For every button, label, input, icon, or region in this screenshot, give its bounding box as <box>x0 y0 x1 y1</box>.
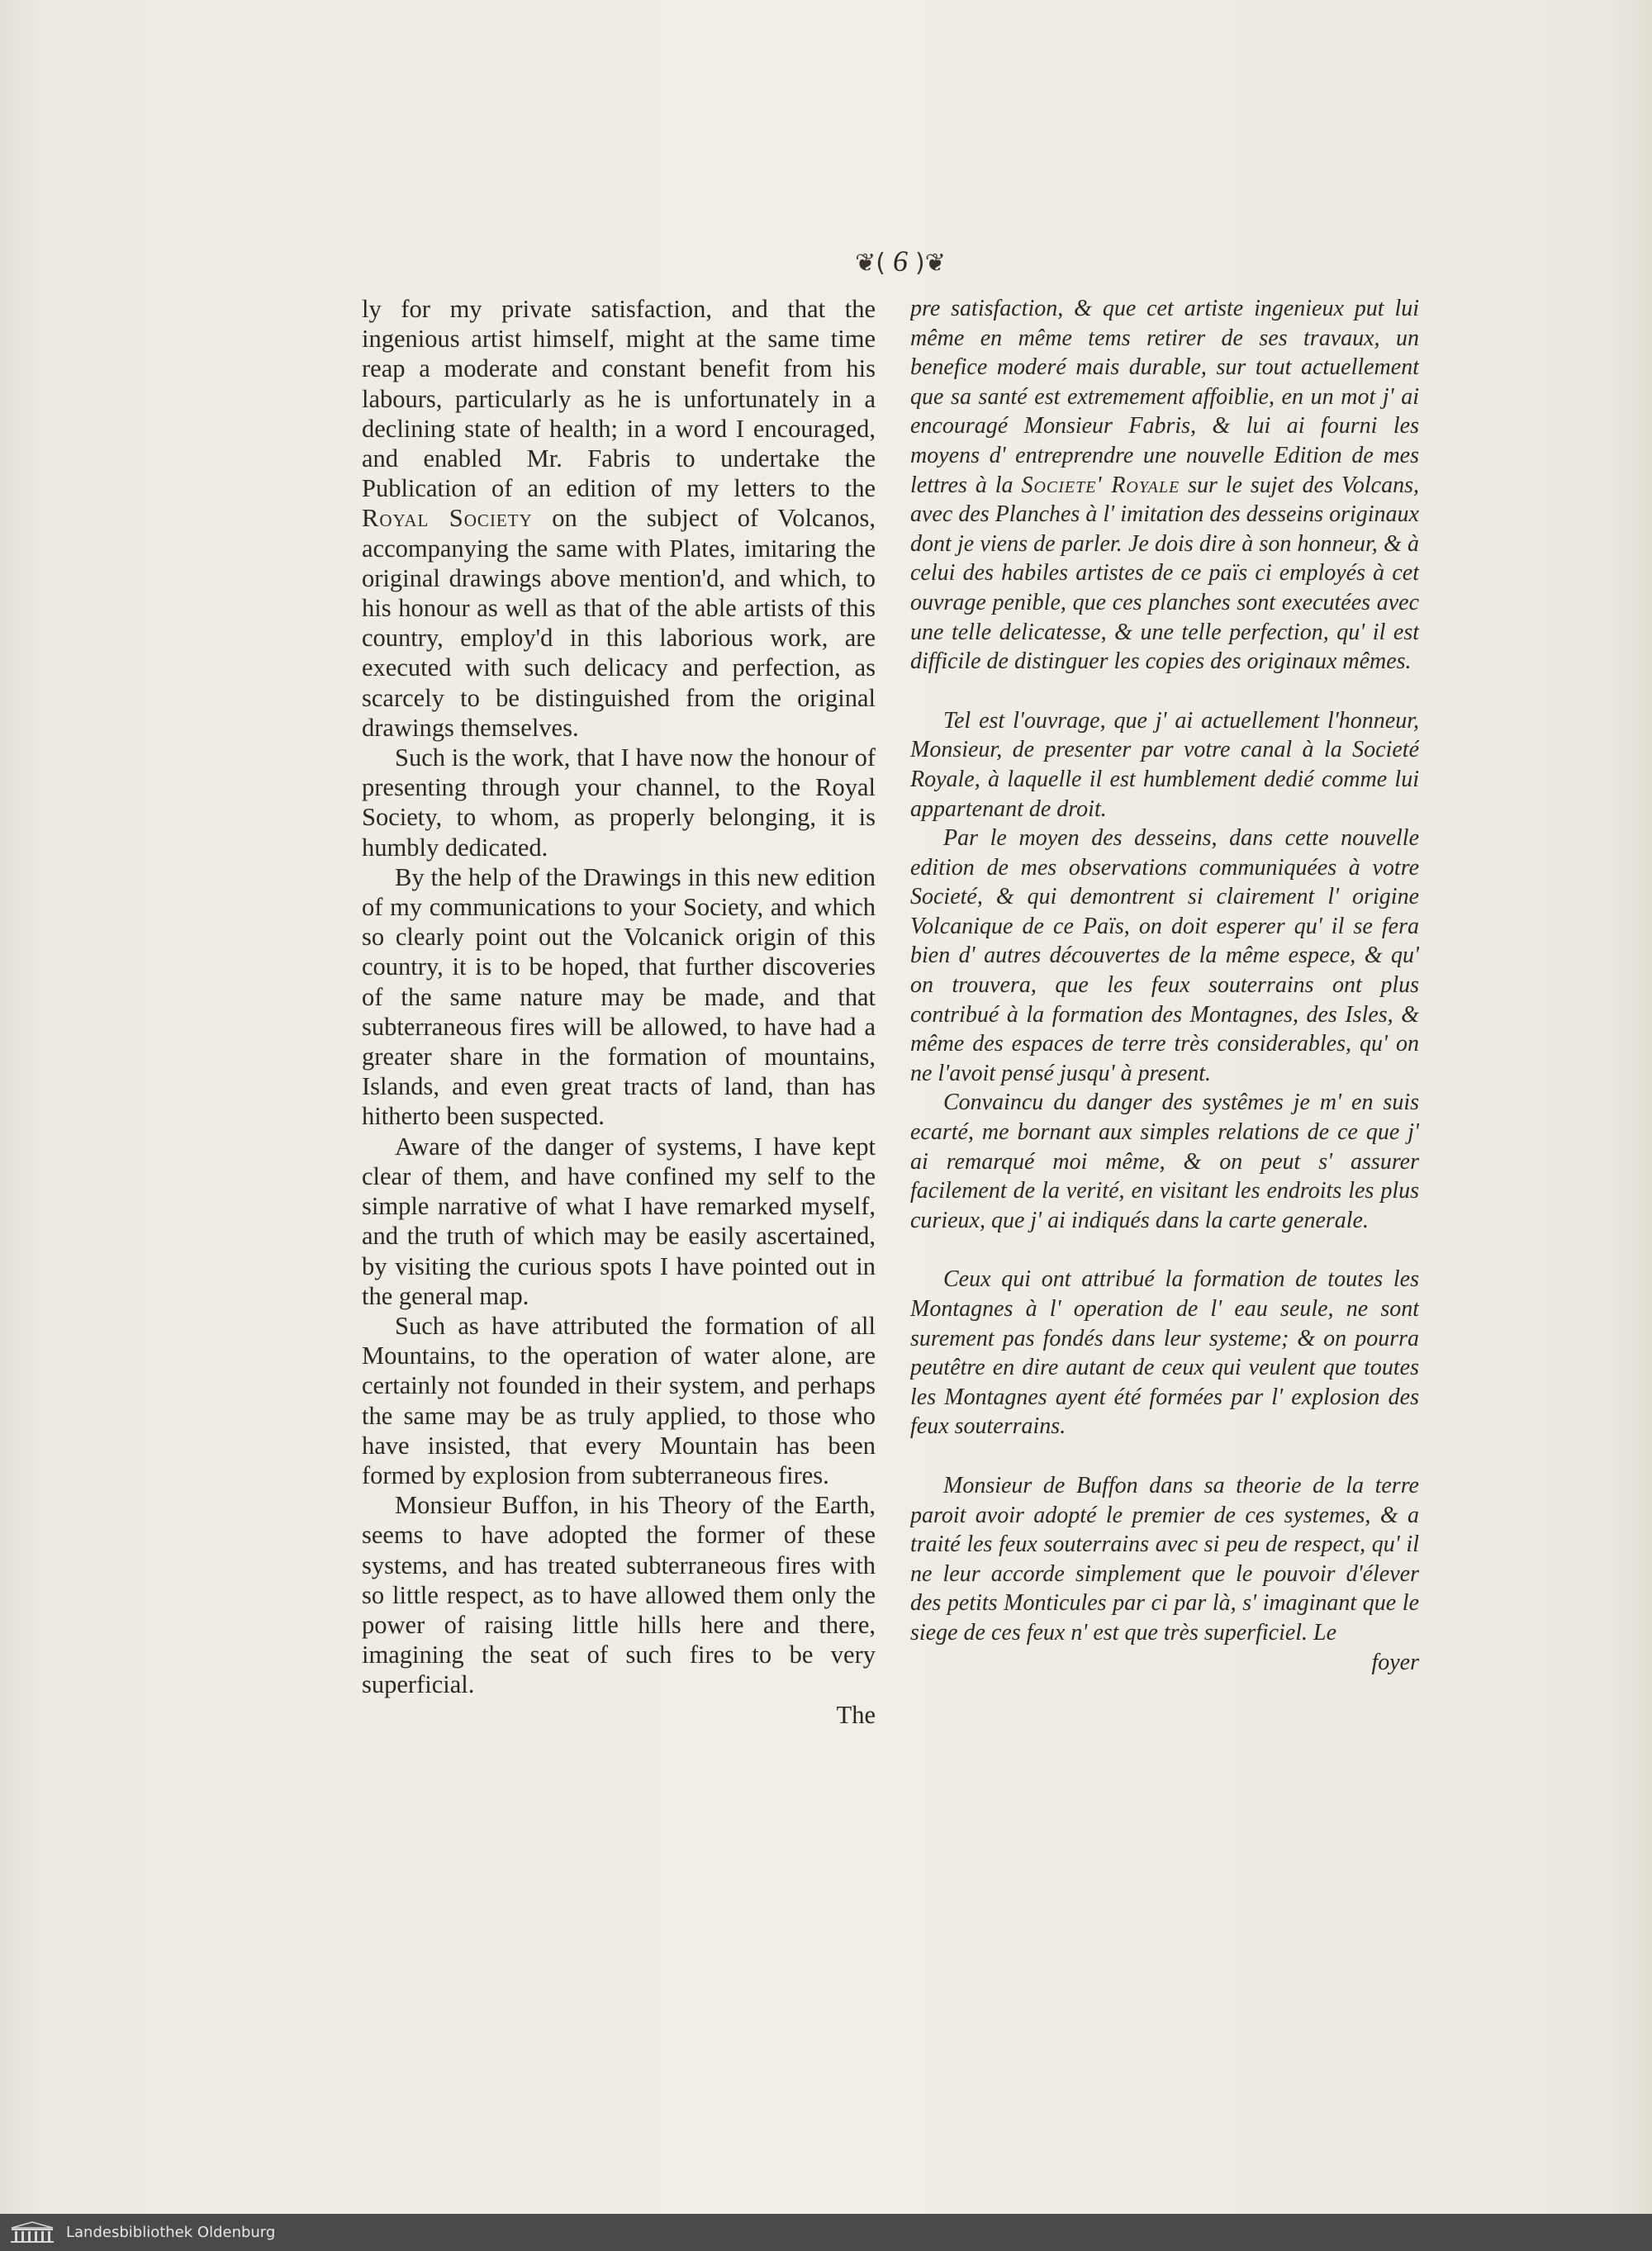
english-paragraph: Aware of the danger of systems, I have kept clear of them, and have confined my self to the simple narrative of what I have remarked myself, and the truth of which may be easily ascertained, by visiting the curious spots I have pointed out in the general map. <box>362 1132 876 1310</box>
catchword: The <box>836 1700 876 1729</box>
library-name: Landesbibliothek Oldenburg <box>66 2224 276 2241</box>
page-number: 6 <box>893 245 908 278</box>
english-paragraph: Such as have attributed the formation of all Mountains, to the operation of water alone, are certainly not founded in their system, and perhaps the same may be as truly applied, to those who have insisted, that every Mountain has been formed by explosion from subterraneous fires. <box>362 1311 876 1489</box>
french-paragraph: Convaincu du danger des systêmes je m' en suis ecarté, me bornant aux simples relations de ce que j' ai remarqué moi même, & on peut s' assurer facilement de la verité, en visitant les endroits les plus curieux, que j' ai indiqués dans la carte generale. <box>910 1090 1419 1233</box>
library-building-icon <box>8 2220 56 2244</box>
english-column <box>362 294 876 1913</box>
english-paragraph: By the help of the Drawings in this new edition of my communications to your Society, and which so clearly point out the Volcanick origin of this country, it is to be hoped, that further discoveries of the same nature may be made, and that subterraneous fires will be allowed, to have had a greater share in the formation of mountains, Islands, and even great tracts of land, than has hitherto been suspected. <box>362 862 876 1131</box>
page-header <box>809 245 991 278</box>
french-paragraph: Par le moyen des desseins, dans cette nouvelle edition de mes observations communiquées à votre Societé, & qui demontrent si clairement l' origine Volcanique de ce Païs, on doit esperer qu' il se fera bien d' autres découvertes de la même espece, & qu' on trouvera, que les feux souterrains ont plus contribué à la formation des Montagnes, des Isles, & même des espaces de terre très considerables, qu' on ne l'avoit pensé jusqu' à present. <box>910 825 1419 1086</box>
catchword: foyer <box>1371 1649 1419 1675</box>
english-paragraph: ly for my private satisfaction, and that the ingenious artist himself, might at the same time reap a moderate and constant benefit from his labours, particularly as he is unfortunately in a declining state of health; in a word I encouraged, and enabled Mr. Fabris to undertake the Publication of an edition of my letters to the Royal Society on the subject of Volcanos, accompanying the same with Plates, imitaring the original drawings above mention'd, and which, to his honour as well as that of the able artists of this country, employ'd in this laborious work, are executed with such delicacy and perfection, as scarcely to be distinguished from the original drawings themselves. <box>362 295 876 742</box>
french-paragraph: pre satisfaction, & que cet artiste ingenieux put lui même en même tems retirer de ses travaux, un benefice moderé mais durable, sur tout actuellement que sa santé est extremement affoiblie, en un mot j' ai encouragé Monsieur Fabris, & lui ai fourni les moyens d' entreprendre une nouvelle Edition de mes lettres à la Societe' Royale sur le sujet des Volcans, avec des Planches à l' imitation des desseins originaux dont je viens de parler. Je dois dire à son honneur, & à celui des habiles artistes de ce païs ci employés à cet ouvrage penible, que ces planches sont executées avec une telle delicatesse, & une telle perfection, qu' il est difficile de distinguer les copies des originaux mêmes. <box>910 296 1419 675</box>
french-paragraph: Monsieur de Buffon dans sa theorie de la terre paroit avoir adopté le premier de ces systemes, & a traité les feux souterrains avec si peu de respect, qu' il ne leur accorde simplement que le pouvoir d'élever des petits Monticules par ci par là, s' imaginant que le siege de ces feux n' est que très superficiel. Le <box>910 1472 1419 1646</box>
english-paragraph: Such is the work, that I have now the honour of presenting through your channel, to the Royal Society, to whom, as properly belonging, it is humbly dedicated. <box>362 743 876 862</box>
fleuron-right-icon: )❦ <box>915 249 946 278</box>
fleuron-left-icon: ❦( <box>855 249 885 278</box>
french-paragraph: Ceux qui ont attribué la formation de toutes les Montagnes à l' operation de l' eau seule, ne sont surement pas fondés dans leur systeme; & on pourra peutêtre en dire autant de ceux qui veulent que toutes les Montagnes ayent été formées par l' explosion des feux souterrains. <box>910 1266 1419 1440</box>
viewer-footer <box>0 2214 1652 2251</box>
french-column <box>910 294 1419 1917</box>
french-paragraph: Tel est l'ouvrage, que j' ai actuellement l'honneur, Monsieur, de presenter par votre canal à la Societé Royale, à laquelle il est humblement dedié comme lui appartenant de droit. <box>910 707 1419 822</box>
english-paragraph: Monsieur Buffon, in his Theory of the Earth, seems to have adopted the former of these systems, and has treated subterraneous fires with so little respect, as to have allowed them only the power of raising little hills here and there, imagining the seat of such fires to be very superficial. <box>362 1491 876 1699</box>
